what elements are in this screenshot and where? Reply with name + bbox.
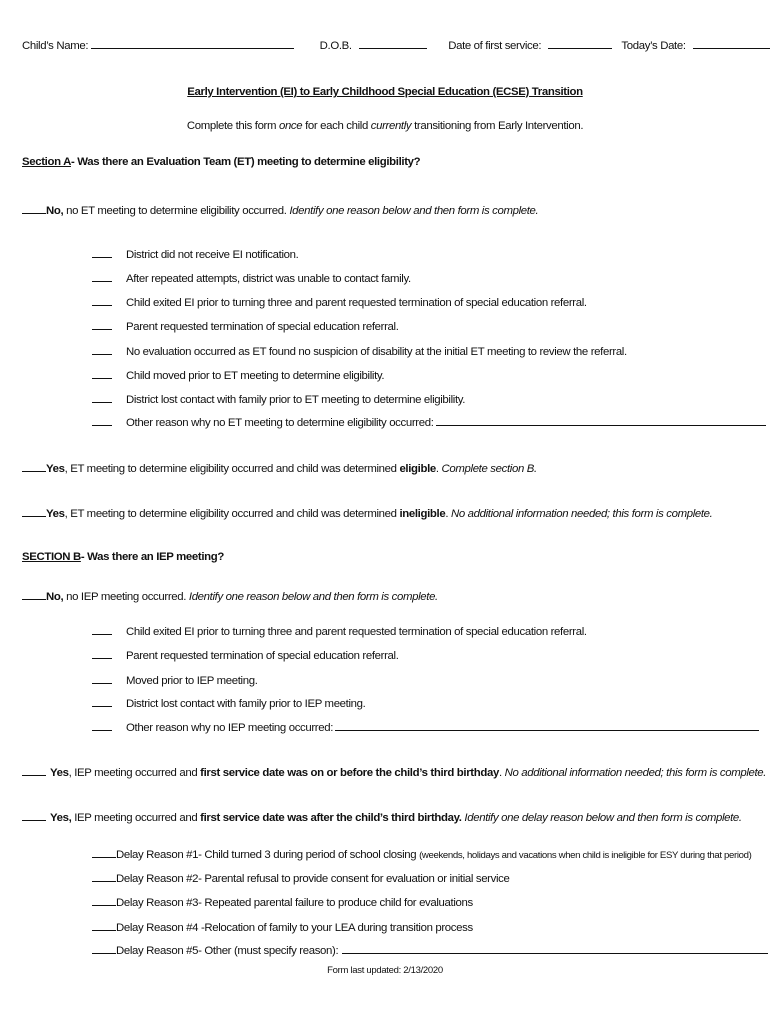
yes-instruction: Identify one delay reason below and then form is complete.: [464, 812, 742, 824]
reason-checkbox[interactable]: [92, 368, 112, 379]
yes-label: Yes: [46, 508, 65, 520]
yes-text: .: [498, 767, 505, 779]
reason-text: Child moved prior to ET meeting to determine eligibility.: [126, 370, 385, 382]
reason-text: Other reason why no IEP meeting occurred:: [126, 722, 334, 734]
yes-label: Yes: [46, 463, 65, 475]
section-b-reason: [92, 648, 399, 662]
delay-checkbox[interactable]: [92, 920, 116, 931]
form-title: Early Intervention (EI) to Early Childhood Special Education (ECSE) Transition: [187, 86, 583, 98]
reason-checkbox[interactable]: [92, 392, 112, 403]
child-name-label: Child’s Name:: [22, 40, 89, 52]
after-birthday-label: first service date was after the child’s third birthday.: [200, 812, 462, 824]
dob-field[interactable]: [359, 38, 427, 49]
instruction-once: once: [278, 120, 303, 132]
reason-text: Child exited EI prior to turning three and parent requested termination of special education referral.: [126, 626, 587, 638]
section-a-question: - Was there an Evaluation Team (ET) meeting to determine eligibility?: [70, 156, 421, 168]
reason-checkbox[interactable]: [92, 319, 112, 330]
reason-text: District lost contact with family prior to ET meeting to determine eligibility.: [126, 394, 466, 406]
section-b-yes-after-checkbox[interactable]: [22, 810, 46, 821]
reason-checkbox[interactable]: [92, 271, 112, 282]
reason-checkbox[interactable]: [92, 344, 112, 355]
reason-text: After repeated attempts, district was unable to contact family.: [126, 273, 411, 285]
reason-text: Child exited EI prior to turning three and parent requested termination of special education referral.: [126, 297, 587, 309]
reason-text: District lost contact with family prior to IEP meeting.: [126, 698, 366, 710]
section-a-reason-other: [92, 415, 766, 429]
section-b-no-checkbox[interactable]: [22, 589, 46, 600]
yes-label: Yes: [50, 767, 69, 779]
section-a-reason: [92, 368, 384, 382]
section-b-yes-before-option: [22, 765, 766, 779]
todays-date-label: Today’s Date:: [621, 40, 686, 52]
instruction-text: transitioning from Early Intervention.: [411, 120, 584, 132]
yes-text: , IEP meeting occurred and: [68, 767, 201, 779]
delay-reason: [92, 920, 473, 934]
yes-instruction: Complete section B.: [441, 463, 537, 475]
section-b-label: SECTION B: [22, 551, 81, 563]
yes-instruction: No additional information needed; this form is complete.: [450, 508, 713, 520]
delay-checkbox[interactable]: [92, 871, 116, 882]
todays-date-field[interactable]: [693, 38, 770, 49]
reason-checkbox[interactable]: [92, 624, 112, 635]
yes-label: Yes,: [50, 812, 72, 824]
reason-checkbox[interactable]: [92, 247, 112, 258]
section-b-reason: [92, 696, 365, 710]
delay-other-field[interactable]: [342, 943, 768, 954]
reason-checkbox[interactable]: [92, 696, 112, 707]
reason-text: Other reason why no ET meeting to determine eligibility occurred:: [126, 417, 434, 429]
delay-text: Delay Reason #2- Parental refusal to provide consent for evaluation or initial service: [116, 873, 510, 885]
section-a-yes-ineligible-checkbox[interactable]: [22, 506, 46, 517]
no-label: No,: [46, 591, 64, 603]
yes-text: .: [435, 463, 442, 475]
reason-text: District did not receive EI notification.: [126, 249, 299, 261]
no-text: no ET meeting to determine eligibility occurred.: [63, 205, 290, 217]
section-a-reason: [92, 319, 399, 333]
instruction-text: for each child: [302, 120, 371, 132]
delay-reason: [92, 871, 509, 885]
section-a-no-checkbox[interactable]: [22, 203, 46, 214]
section-b-yes-before-checkbox[interactable]: [22, 765, 46, 776]
section-a-reason: [92, 271, 411, 285]
instruction: [0, 120, 770, 132]
no-instruction: Identify one reason below and then form is complete.: [188, 591, 438, 603]
no-instruction: Identify one reason below and then form is complete.: [289, 205, 539, 217]
section-a-reason: [92, 247, 298, 261]
delay-text: Delay Reason #4 -Relocation of family to your LEA during transition process: [116, 922, 473, 934]
eligible-label: eligible: [399, 463, 436, 475]
section-a-reason: [92, 344, 627, 358]
section-a-heading: [22, 156, 420, 168]
reason-text: Moved prior to IEP meeting.: [126, 675, 258, 687]
section-a-yes-eligible-checkbox[interactable]: [22, 461, 46, 472]
reason-checkbox[interactable]: [92, 720, 112, 731]
yes-text: , ET meeting to determine eligibility occurred and child was determined: [64, 463, 400, 475]
section-b-question: - Was there an IEP meeting?: [80, 551, 224, 563]
yes-instruction: No additional information needed; this form is complete.: [504, 767, 767, 779]
reason-checkbox[interactable]: [92, 295, 112, 306]
dob-label: D.O.B.: [319, 40, 352, 52]
section-b-reason-other: [92, 720, 759, 734]
section-b-reason: [92, 673, 258, 687]
delay-reason: [92, 895, 473, 909]
delay-reason: [92, 847, 751, 861]
yes-text: .: [445, 508, 451, 520]
instruction-currently: currently: [370, 120, 412, 132]
section-a-yes-eligible-option: [22, 461, 537, 475]
yes-text: , ET meeting to determine eligibility occurred and child was determined: [64, 508, 400, 520]
section-b-reason: [92, 624, 587, 638]
no-label: No,: [46, 205, 64, 217]
delay-text: Delay Reason #1- Child turned 3 during period of school closing: [116, 849, 420, 861]
section-a-reason: [92, 392, 465, 406]
delay-checkbox[interactable]: [92, 943, 116, 954]
instruction-text: Complete this form: [186, 120, 279, 132]
before-birthday-label: first service date was on or before the child’s third birthday: [200, 767, 499, 779]
delay-note: (weekends, holidays and vacations when child is ineligible for ESY during that period): [419, 850, 752, 861]
yes-text: IEP meeting occurred and: [71, 812, 201, 824]
no-text: no IEP meeting occurred.: [63, 591, 189, 603]
first-service-label: Date of first service:: [448, 40, 542, 52]
section-b-heading: [22, 551, 224, 563]
reason-checkbox[interactable]: [92, 673, 112, 684]
delay-checkbox[interactable]: [92, 847, 116, 858]
section-a-no-option: [22, 203, 538, 217]
delay-text: Delay Reason #5- Other (must specify reason):: [116, 945, 339, 957]
section-b-yes-after-option: [22, 810, 742, 824]
ineligible-label: ineligible: [399, 508, 446, 520]
delay-reason-other: [92, 943, 768, 957]
section-a-label: Section A: [22, 156, 71, 168]
reason-text: Parent requested termination of special education referral.: [126, 650, 399, 662]
reason-checkbox[interactable]: [92, 415, 112, 426]
child-name-field[interactable]: [91, 38, 294, 49]
first-service-field[interactable]: [548, 38, 612, 49]
section-a-yes-ineligible-option: [22, 506, 712, 520]
reason-checkbox[interactable]: [92, 648, 112, 659]
reason-text: No evaluation occurred as ET found no suspicion of disability at the initial ET meeting to review the referral.: [126, 346, 627, 358]
delay-checkbox[interactable]: [92, 895, 116, 906]
header-fields: [22, 38, 770, 52]
other-reason-field[interactable]: [335, 720, 759, 731]
reason-text: Parent requested termination of special education referral.: [126, 321, 399, 333]
delay-text: Delay Reason #3- Repeated parental failure to produce child for evaluations: [116, 897, 473, 909]
section-a-reason: [92, 295, 587, 309]
section-b-no-option: [22, 589, 438, 603]
other-reason-field[interactable]: [436, 415, 766, 426]
form-last-updated: Form last updated: 2/13/2020: [327, 965, 443, 976]
